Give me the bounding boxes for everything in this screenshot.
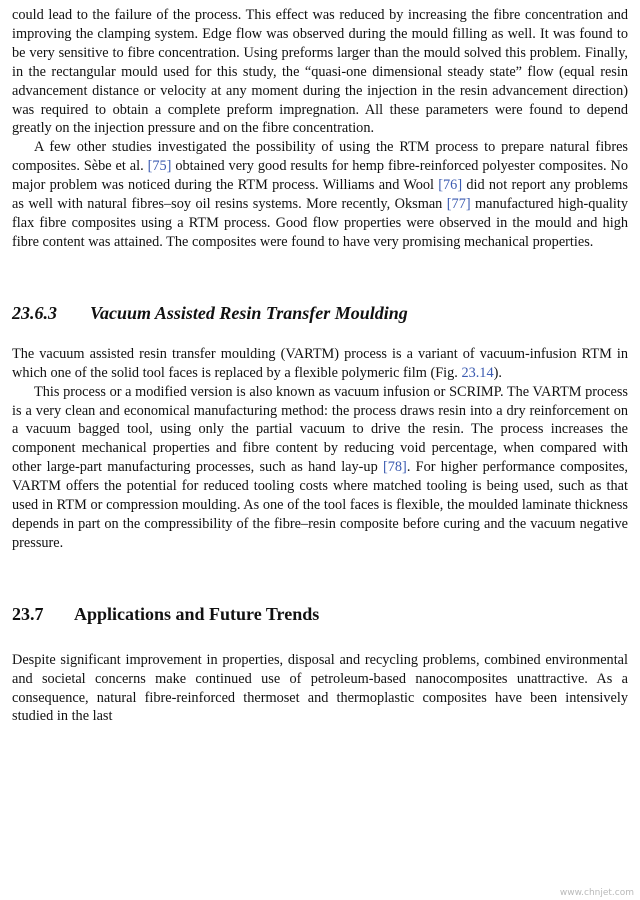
citation-link-78[interactable]: [78] <box>383 459 407 476</box>
section-number: 23.7 <box>12 603 44 624</box>
section-title: Applications and Future Trends <box>74 603 320 624</box>
text-segment: The vacuum assisted resin transfer moulding (VARTM) process is a variant of vacuum-infusion RTM in which one of the solid tool faces is replaced by a flexible polymeric film (Fig. <box>12 345 628 381</box>
text-segment: A few other studies investigated the possibility of using the RTM process to prepare natural fibres composites. Sèbe et al. <box>12 139 628 175</box>
citation-link-77[interactable]: [77] <box>446 196 471 213</box>
section-heading-23-6-3 <box>12 302 628 324</box>
text-segment: ). <box>493 364 502 381</box>
text-segment: . For higher performance composites, VARTM offers the potential for reduced tooling costs where matched tooling is being used, such as that used in RTM or compression moulding. As one of the tool faces is flexible, the moulded laminate thickness depends in part on the compressibility of the fibre–resin composite before curing and the vacuum negative pressure. <box>12 459 628 551</box>
citation-link-76[interactable]: [76] <box>438 177 463 194</box>
paragraph-vartm-intro <box>12 345 628 383</box>
text-segment: manufactured high-quality flax fibre composites using a RTM process. Good flow properties were observed in the mould and high fibre content was attained. The composites were found to have very promising mechanical properties. <box>12 196 628 250</box>
section-heading-23-7 <box>12 603 628 625</box>
paragraph-applications: Despite significant improvement in properties, disposal and recycling problems, combined environmental and societal concerns make continued use of petroleum-based nanocomposites unattractive. As a consequence, natural fibre-reinforced thermoset and thermoplastic composites have been intensively studied in the last <box>12 651 628 725</box>
paragraph-vartm-process <box>12 383 628 553</box>
paragraph-continuation: could lead to the failure of the process. This effect was reduced by increasing the fibre concentration and improving the clamping system. Edge flow was observed during the mould filling as well. It was found to be very sensitive to fibre concentration. Using preforms larger than the mould solved this problem. Finally, in the rectangular mould used for this study, the “quasi-one dimensional steady state” flow (equal resin advancement distance or velocity at any moment during the injection in the resin advancement direction) was required to obtain a complete preform impregnation. All these parameters were found to depend greatly on the injection pressure and on the fibre concentration. <box>12 7 628 137</box>
section-number: 23.6.3 <box>12 302 57 323</box>
text-segment: did not report any problems as well with natural fibres–soy oil resins systems. More recently, Oksman <box>12 177 628 213</box>
paragraph-rtm-studies <box>12 138 628 251</box>
text-segment: This process or a modified version is also known as vacuum infusion or SCRIMP. The VARTM process is a very clean and economical manufacturing method: the process draws resin into a dry reinforcement on a vacuum bagged tool, using only the partial vacuum to drive the resin. The process increases the component mechanical properties and fibre content by reducing void percentage, when compared with other large-part manufacturing processes, such as hand lay-up <box>12 383 628 476</box>
section-title: Vacuum Assisted Resin Transfer Moulding <box>90 302 408 323</box>
text-segment: obtained very good results for hemp fibre-reinforced polyester composites. No major problem was noticed during the RTM process. Williams and Wool <box>12 158 628 194</box>
citation-link-75[interactable]: [75] <box>147 158 172 175</box>
figure-link-23-14[interactable]: 23.14 <box>461 364 494 381</box>
page-body <box>12 6 628 726</box>
watermark-text: www.chnjet.com <box>559 888 634 898</box>
